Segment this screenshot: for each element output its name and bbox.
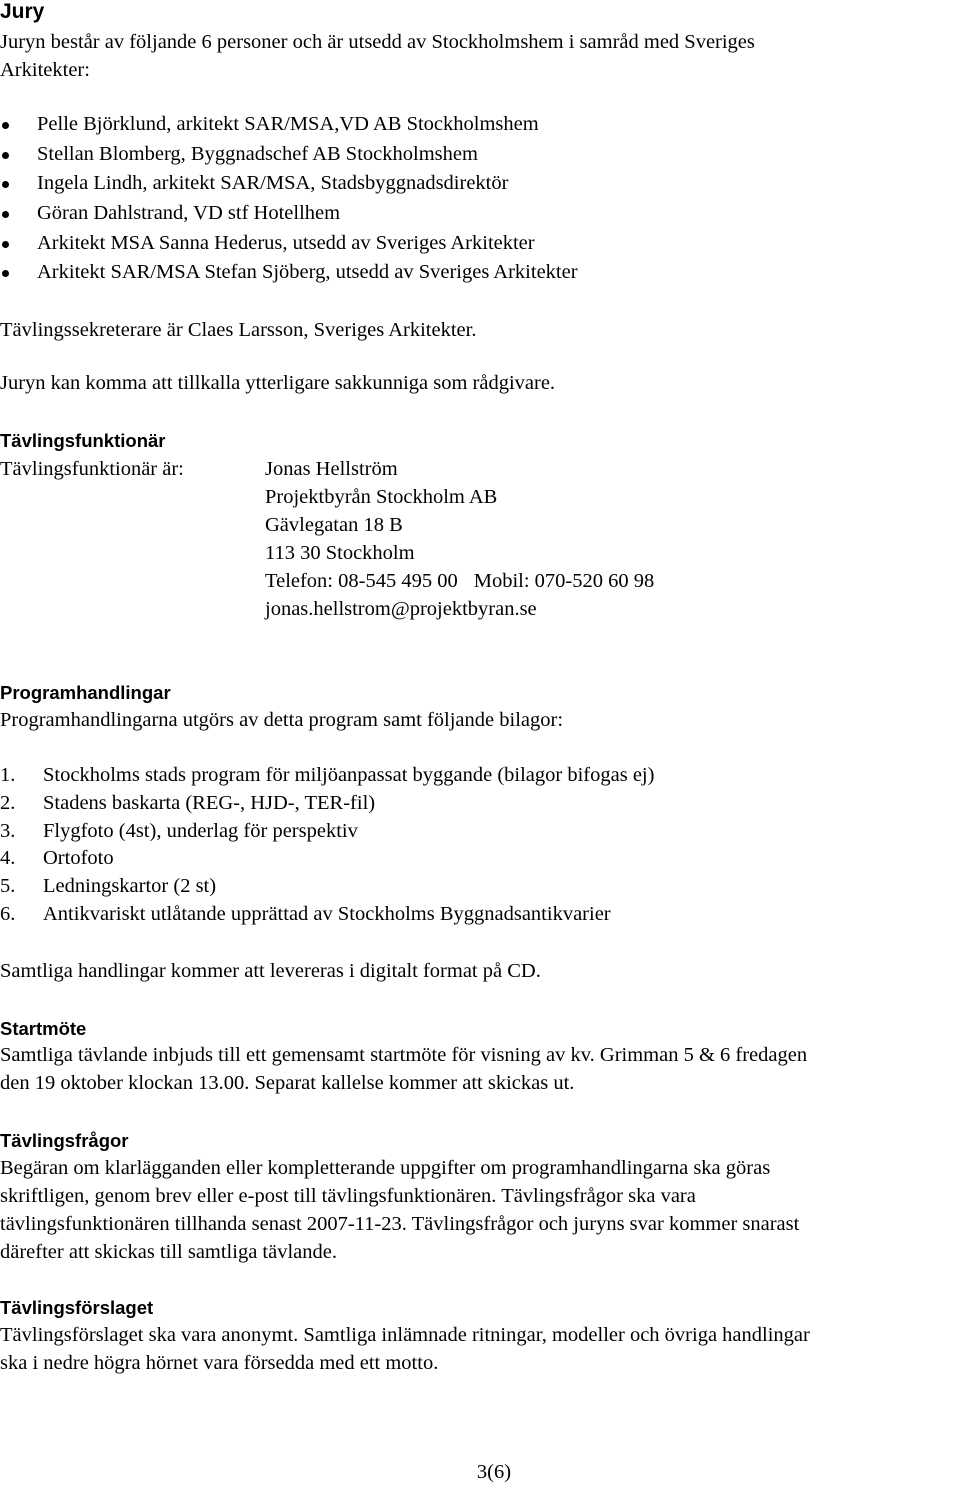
kickoff-heading: Startmöte bbox=[0, 1018, 87, 1039]
bullet-icon bbox=[2, 270, 9, 277]
official-street: Gävlegatan 18 B bbox=[265, 514, 403, 536]
jury-member: Stellan Blomberg, Byggnadschef AB Stockholmshem bbox=[37, 142, 478, 165]
questions-line-4: därefter att skickas till samtliga tävlande. bbox=[0, 1241, 337, 1263]
proposal-heading: Tävlingsförslaget bbox=[0, 1297, 154, 1318]
item-text: Antikvariskt utlåtande upprättad av Stockholms Byggnadsantikvarier bbox=[43, 902, 611, 925]
questions-line-2: skriftligen, genom brev eller e-post till tävlingsfunktionären. Tävlingsfrågor ska vara bbox=[0, 1185, 696, 1207]
list-item bbox=[0, 258, 578, 288]
questions-paragraph bbox=[0, 1154, 960, 1266]
jury-member: Ingela Lindh, arkitekt SAR/MSA, Stadsbyggnadsdirektör bbox=[37, 172, 509, 195]
jury-intro-line-2: Arkitekter: bbox=[0, 59, 90, 81]
jury-member: Arkitekt MSA Sanna Hederus, utsedd av Sveriges Arkitekter bbox=[37, 231, 535, 254]
item-number: 5. bbox=[0, 875, 16, 898]
official-phone: Telefon: 08-545 495 00 bbox=[265, 570, 458, 592]
questions-line-1: Begäran om klarlägganden eller kompletterande uppgifter om programhandlingarna ska göras bbox=[0, 1157, 771, 1179]
kickoff-paragraph bbox=[0, 1041, 960, 1097]
item-text: Stockholms stads program för miljöanpassat byggande (bilagor bifogas ej) bbox=[43, 764, 655, 786]
kickoff-line-1: Samtliga tävlande inbjuds till ett gemensamt startmöte för visning av kv. Grimman 5 & 6 fredagen bbox=[0, 1044, 808, 1066]
page-number: 3(6) bbox=[476, 1461, 512, 1483]
item-text: Ortofoto bbox=[43, 847, 114, 870]
item-number: 1. bbox=[0, 764, 16, 786]
list-item bbox=[0, 199, 578, 229]
item-number: 2. bbox=[0, 791, 16, 814]
bullet-icon bbox=[2, 122, 9, 129]
proposal-line-1: Tävlingsförslaget ska vara anonymt. Samtliga inlämnade ritningar, modeller och övriga handlingar bbox=[0, 1324, 810, 1346]
list-item bbox=[0, 140, 578, 170]
item-text: Ledningskartor (2 st) bbox=[43, 875, 217, 898]
proposal-paragraph bbox=[0, 1321, 960, 1377]
item-text: Stadens baskarta (REG-, HJD-, TER-fil) bbox=[43, 791, 376, 814]
jury-intro-line-1: Juryn består av följande 6 personer och är utsedd av Stockholmshem i samråd med Sveriges bbox=[0, 31, 755, 53]
official-phone-row bbox=[265, 567, 654, 595]
bullet-icon bbox=[2, 211, 9, 218]
bullet-icon bbox=[2, 181, 9, 188]
official-postal: 113 30 Stockholm bbox=[265, 542, 415, 564]
item-number: 6. bbox=[0, 902, 16, 925]
documents-heading: Programhandlingar bbox=[0, 682, 171, 703]
item-text: Flygfoto (4st), underlag för perspektiv bbox=[43, 819, 358, 842]
jury-member-list bbox=[0, 110, 578, 288]
jury-member: Arkitekt SAR/MSA Stefan Sjöberg, utsedd av Sveriges Arkitekter bbox=[37, 261, 578, 284]
questions-line-3: tävlingsfunktionären tillhanda senast 2007-11-23. Tävlingsfrågor och juryns svar kommer snarast bbox=[0, 1213, 800, 1235]
official-mobile: Mobil: 070-520 60 98 bbox=[473, 570, 655, 592]
questions-heading: Tävlingsfrågor bbox=[0, 1130, 129, 1151]
official-heading: Tävlingsfunktionär bbox=[0, 430, 166, 451]
kickoff-line-2: den 19 oktober klockan 13.00. Separat kallelse kommer att skickas ut. bbox=[0, 1072, 575, 1094]
official-name: Jonas Hellström bbox=[265, 458, 398, 480]
jury-member: Pelle Björklund, arkitekt SAR/MSA,VD AB Stockholmshem bbox=[37, 113, 539, 135]
list-item bbox=[0, 110, 578, 140]
item-number: 3. bbox=[0, 819, 16, 842]
proposal-line-2: ska i nedre högra hörnet vara försedda med ett motto. bbox=[0, 1352, 439, 1374]
official-contact-block bbox=[265, 455, 654, 623]
bullet-icon bbox=[2, 152, 9, 159]
documents-intro: Programhandlingarna utgörs av detta program samt följande bilagor: bbox=[0, 709, 564, 731]
official-company: Projektbyrån Stockholm AB bbox=[265, 486, 498, 508]
jury-secretary: Tävlingssekreterare är Claes Larsson, Sveriges Arkitekter. bbox=[0, 319, 477, 341]
jury-member: Göran Dahlstrand, VD stf Hotellhem bbox=[37, 202, 341, 225]
official-label: Tävlingsfunktionär är: bbox=[0, 458, 184, 480]
documents-digital-note: Samtliga handlingar kommer att levereras i digitalt format på CD. bbox=[0, 960, 541, 982]
list-item bbox=[0, 229, 578, 259]
jury-heading: Jury bbox=[0, 0, 45, 23]
official-email: jonas.hellstrom@projektbyran.se bbox=[265, 598, 537, 620]
item-number: 4. bbox=[0, 847, 16, 870]
bullet-icon bbox=[2, 241, 9, 248]
jury-advisors: Juryn kan komma att tillkalla ytterligare sakkunniga som rådgivare. bbox=[0, 372, 556, 394]
list-item bbox=[0, 169, 578, 199]
